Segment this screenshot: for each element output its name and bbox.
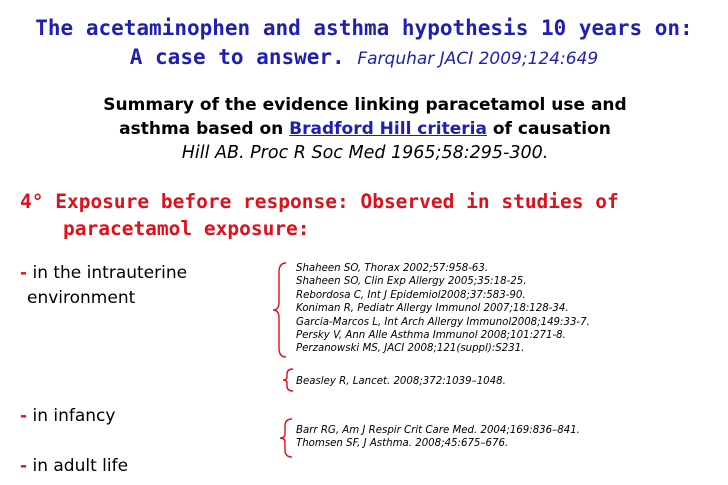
title-line-2-text: A case to answer. — [129, 45, 345, 69]
reference-item: Beasley R, Lancet. 2008;372:1039–1048. — [296, 376, 506, 387]
reference-item: Koniman R, Pediatr Allergy Immunol 2007;18:128-34. — [296, 303, 569, 315]
reference-item: Garcia-Marcos L, Int Arch Allergy Immunol2008;149:33-7. — [296, 316, 590, 328]
title-line-1: The acetaminophen and asthma hypothesis 10 years on: — [35, 16, 693, 40]
summary-block — [55, 93, 675, 165]
left-brace-icon — [279, 418, 295, 458]
reference-item: Thomsen SF, J Asthma. 2008;45:675–676. — [296, 438, 509, 450]
category-label-line-2: environment — [27, 288, 136, 308]
left-brace-icon — [282, 368, 296, 392]
summary-citation: Hill AB. Proc R Soc Med 1965;58:295-300. — [181, 143, 549, 163]
category-label: in infancy — [32, 406, 116, 426]
category-label: in adult life — [32, 456, 129, 476]
slide-title — [0, 14, 728, 74]
exposure-line-1: 4° Exposure before response: Observed in studies of — [20, 190, 619, 213]
references-intrauterine — [296, 262, 590, 356]
bullet-dash: - — [20, 263, 28, 283]
bullet-dash: - — [20, 456, 28, 476]
bradford-hill-link[interactable]: Bradford Hill criteria — [289, 119, 487, 139]
reference-item: Persky V, Ann Alle Asthma Immunol 2008;101:271-8. — [296, 329, 566, 341]
summary-line-2-pre: asthma based on — [119, 119, 284, 139]
exposure-heading — [20, 188, 720, 242]
left-brace-icon — [272, 262, 292, 358]
category-intrauterine — [20, 261, 187, 311]
reference-item: Rebordosa C, Int J Epidemiol2008;37:583-90. — [296, 289, 526, 301]
category-infancy — [20, 404, 115, 429]
references-infancy — [296, 375, 506, 388]
category-intrauterine-line-1 — [20, 261, 187, 286]
references-adult — [296, 424, 580, 451]
reference-item: Barr RG, Am J Respir Crit Care Med. 2004;169:836–841. — [296, 425, 580, 436]
summary-line-1: Summary of the evidence linking paracetamol use and — [103, 95, 627, 115]
title-citation: Farquhar JACI 2009;124:649 — [357, 49, 599, 69]
reference-item: Shaheen SO, Thorax 2002;57:958-63. — [296, 263, 489, 274]
bullet-dash: - — [20, 406, 28, 426]
summary-line-2-post: of causation — [492, 119, 611, 139]
exposure-line-2: paracetamol exposure: — [63, 217, 310, 240]
category-label: in the intrauterine — [32, 263, 188, 283]
reference-item: Shaheen SO, Clin Exp Allergy 2005;35:18-25. — [296, 276, 527, 288]
title-line-2 — [0, 43, 728, 74]
category-adult — [20, 454, 128, 479]
reference-item: Perzanowski MS, JACI 2008;121(suppl):S231. — [296, 343, 525, 355]
summary-line-2 — [55, 117, 675, 141]
